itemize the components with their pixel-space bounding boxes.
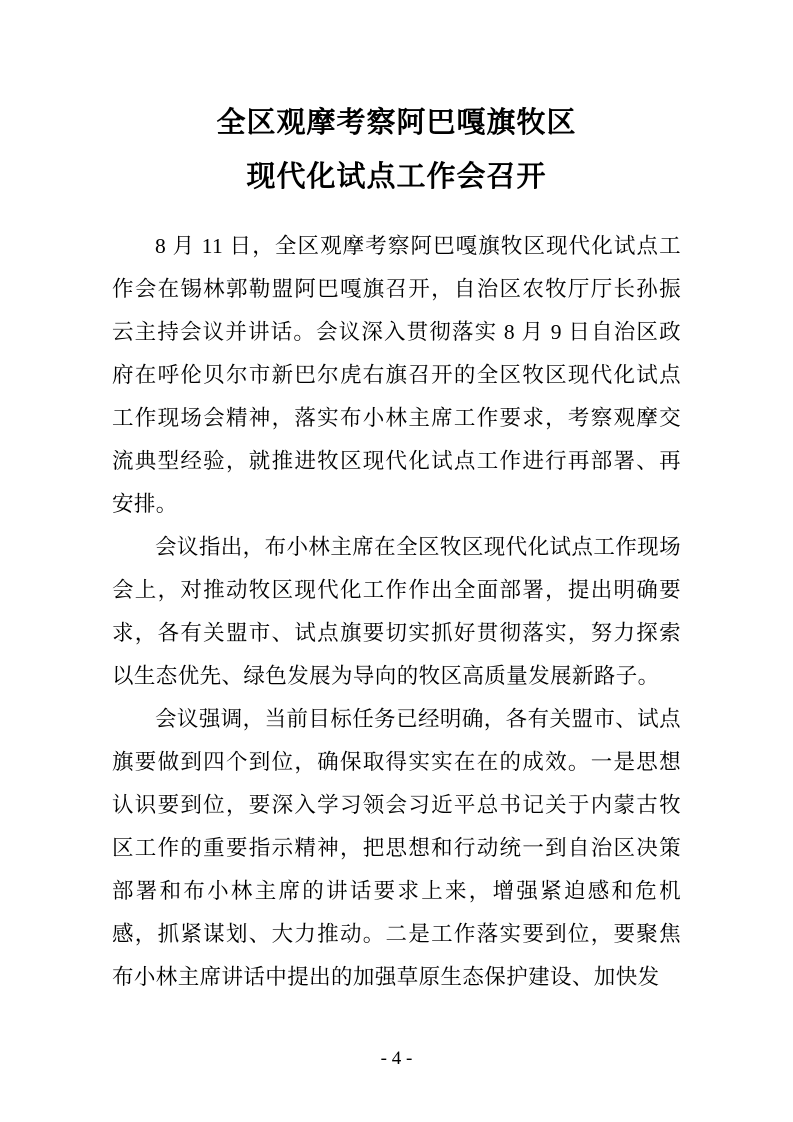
paragraph-3: 会议强调，当前目标任务已经明确，各有关盟市、试点旗要做到四个到位，确保取得实实在在的成效。一是思想认识要到位，要深入学习领会习近平总书记关于内蒙古牧区工作的重要指示精神，把思想和行动统一到自治区决策部署和布小林主席的讲话要求上来，增强紧迫感和危机感，抓紧谋划、大力推动。二是工作落实要到位，要聚焦布小林主席讲话中提出的加强草原生态保护建设、加快发 [112,707,681,990]
document-body [112,225,681,999]
paragraph-2: 会议指出，布小林主席在全区牧区现代化试点工作现场会上，对推动牧区现代化工作作出全面部署，提出明确要求，各有关盟市、试点旗要切实抓好贯彻落实，努力探索以生态优先、绿色发展为导向的牧区高质量发展新路子。 [112,535,681,689]
page-title [112,96,681,203]
page-number: - 4 - [380,1048,413,1069]
title-line-1: 全区观摩考察阿巴嘎旗牧区 [216,105,577,139]
title-line-2: 现代化试点工作会召开 [246,158,547,193]
paragraph-1: 8 月 11 日，全区观摩考察阿巴嘎旗牧区现代化试点工作会在锡林郭勒盟阿巴嘎旗召开，自治区农牧厅厅长孙振云主持会议并讲话。会议深入贯彻落实 8 月 9 日自治区政府在呼伦贝尔市新巴尔虎右旗召开的全区牧区现代化试点工作现场会精神，落实布小林主席工作要求，考察观摩交流典型经验，就推进牧区现代化试点工作进行再部署、再安排。 [112,234,681,517]
